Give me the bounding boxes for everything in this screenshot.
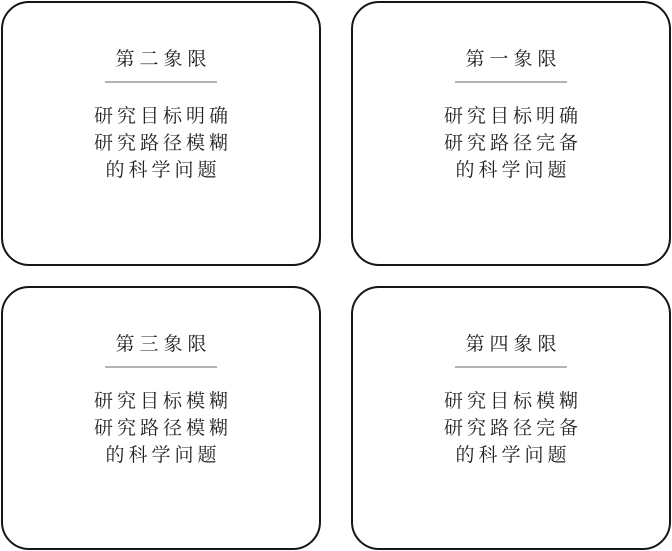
- title-divider: [105, 81, 217, 83]
- quadrant-text-line: 的科学问题: [455, 443, 571, 466]
- quadrant-title: 第一象限: [465, 48, 562, 70]
- quadrant-box-first: [351, 1, 671, 266]
- quadrant-text-line: 研究路径完备: [443, 132, 582, 154]
- quadrant-text-line: 研究路径模糊: [93, 132, 232, 154]
- quadrant-text-line: 研究目标模糊: [93, 389, 232, 412]
- quadrant-text-line: 的科学问题: [105, 159, 221, 181]
- quadrant-title: 第三象限: [115, 332, 212, 355]
- title-divider: [455, 81, 567, 83]
- quadrant-box-second: [1, 1, 321, 266]
- quadrant-text-line: 研究路径模糊: [93, 416, 232, 439]
- quadrant-text-line: 研究目标模糊: [443, 389, 582, 412]
- quadrant-text-line: 研究目标明确: [93, 105, 232, 127]
- quadrant-text-line: 研究目标明确: [443, 105, 582, 127]
- quadrant-title: 第四象限: [465, 332, 562, 355]
- quadrant-text-line: 研究路径完备: [443, 416, 582, 439]
- quadrant-box-third: [1, 286, 321, 551]
- quadrant-text-line: 的科学问题: [105, 443, 221, 466]
- quadrant-box-fourth: [351, 286, 671, 551]
- title-divider: [455, 366, 567, 368]
- title-divider: [105, 366, 217, 368]
- quadrant-text-line: 的科学问题: [455, 159, 571, 181]
- quadrant-title: 第二象限: [115, 48, 212, 70]
